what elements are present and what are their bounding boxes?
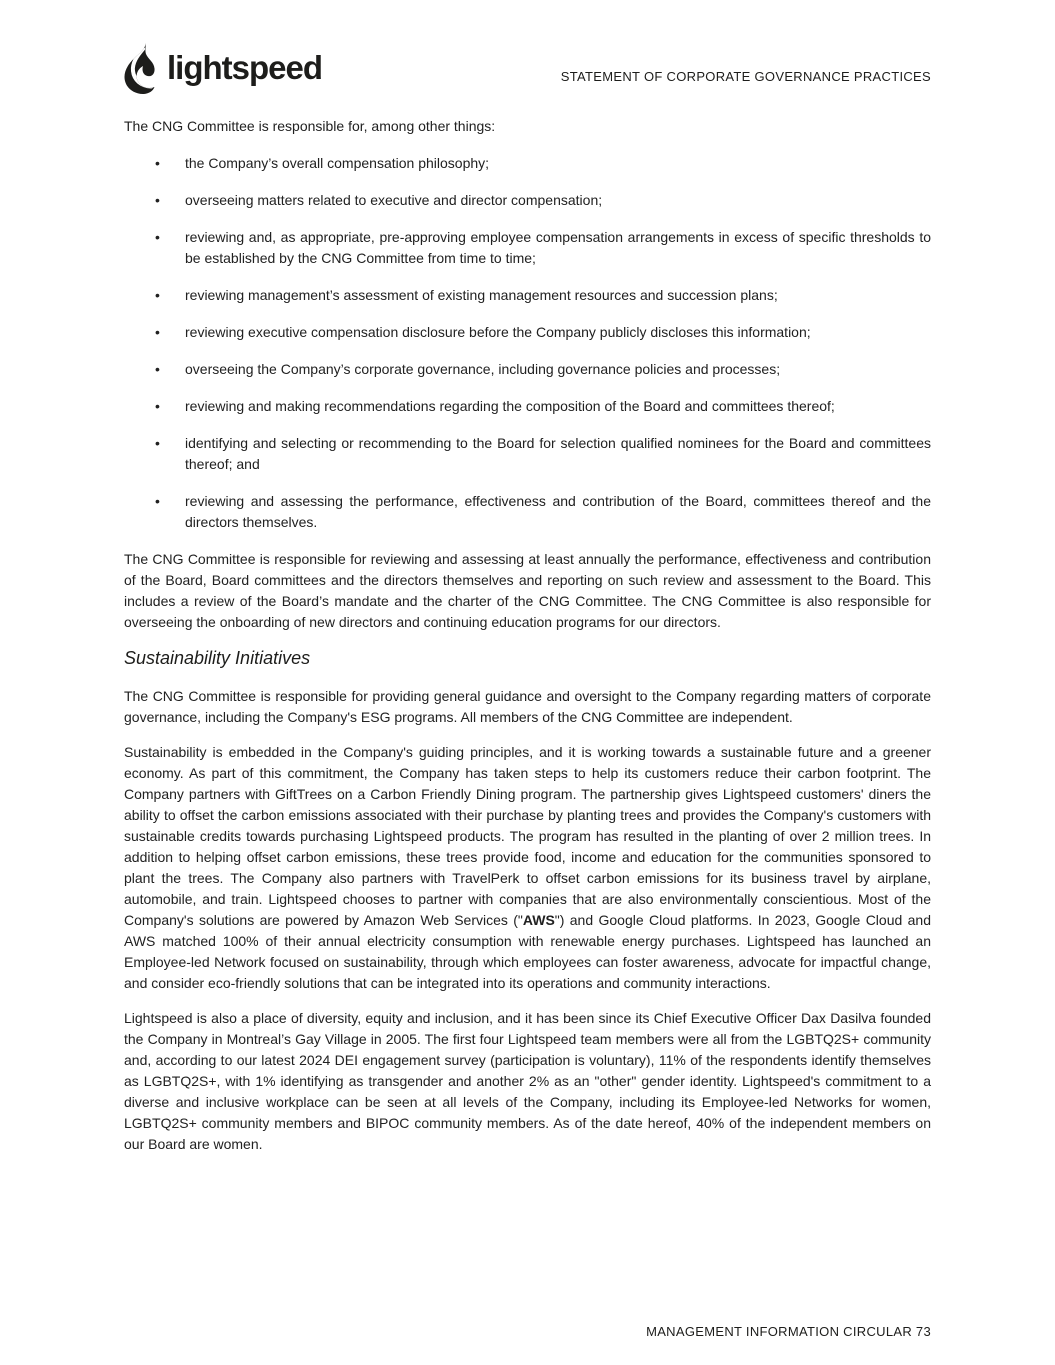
list-item: • the Company’s overall compensation philosophy; (124, 153, 931, 174)
logo-wordmark: lightspeed (167, 48, 323, 86)
intro-paragraph: The CNG Committee is responsible for, among other things: (124, 118, 496, 134)
list-item: • overseeing matters related to executive and director compensation; (124, 190, 931, 211)
list-item: • reviewing and assessing the performance, effectiveness and contribution of the Board, committees thereof and the directors themselves. (124, 491, 931, 533)
lightspeed-logo (118, 42, 322, 96)
section-heading-sustainability-initiatives: Sustainability Initiatives (124, 648, 311, 668)
responsibilities-list (124, 153, 931, 533)
diversity-paragraph: Lightspeed is also a place of diversity, equity and inclusion, and it has been since its Chief Executive Officer Dax Dasilva founded the Company in Montreal’s Gay Village in 2005. The first four Lightspeed team members were all from the LGBTQ2S+ community and, according to our latest 2024 DEI engagement survey (participation is voluntary), 11% of the respondents identify themselves as LGBTQ2S+, with 1% identifying as transgender and another 2% as an "other" gender identity. Lightspeed's commitment to a diverse and inclusive workplace can be seen at all levels of the Company, including its Employee-led Networks for women, LGBTQ2S+ community members and BIPOC community members. As of the date hereof, 40% of the independent members on our Board are women. (124, 1010, 931, 1152)
list-item: • reviewing and making recommendations regarding the composition of the Board and committees thereof; (124, 396, 931, 417)
document-body (124, 116, 931, 1169)
sustainability-text-part2: ") and Google Cloud platforms. In 2023, Google Cloud and AWS matched 100% of their annual electricity consumption with renewable energy purchases. Lightspeed has launched an Employee-led Network focused on sustainability, through which employees can foster awareness, advocate for impactful change, and consider eco-friendly solutions that can be integrated into its operations and community interactions. (124, 912, 931, 991)
list-item: • identifying and selecting or recommending to the Board for selection qualified nominees for the Board and committees thereof; and (124, 433, 931, 475)
aws-bold-term: AWS (522, 912, 555, 928)
lightspeed-flame-icon (118, 42, 158, 96)
review-paragraph: The CNG Committee is responsible for reviewing and assessing at least annually the performance, effectiveness and contribution of the Board, Board committees and the directors themselves and reporting on such review and assessment to the Board. This includes a review of the Board’s mandate and the charter of the CNG Committee. The CNG Committee is also responsible for overseeing the onboarding of new directors and continuing education programs for our directors. (124, 551, 931, 630)
list-item: • reviewing executive compensation disclosure before the Company publicly discloses this information; (124, 322, 931, 343)
page-footer: MANAGEMENT INFORMATION CIRCULAR 73 (646, 1324, 931, 1339)
document-title: STATEMENT OF CORPORATE GOVERNANCE PRACTICES (560, 68, 931, 84)
guidance-paragraph: The CNG Committee is responsible for providing general guidance and oversight to the Company regarding matters of corporate governance, including the Company's ESG programs. All members of the CNG Committee are independent. (124, 688, 931, 725)
sustainability-paragraph (124, 742, 931, 994)
list-item: • reviewing and, as appropriate, pre-approving employee compensation arrangements in excess of specific thresholds to be established by the CNG Committee from time to time; (124, 227, 931, 269)
list-item: • overseeing the Company’s corporate governance, including governance policies and processes; (124, 359, 931, 380)
list-item: • reviewing management’s assessment of existing management resources and succession plans; (124, 285, 931, 306)
sustainability-text-part1: Sustainability is embedded in the Company's guiding principles, and it is working towards a sustainable future and a greener economy. As part of this commitment, the Company has taken steps to help its customers reduce their carbon footprint. The Company partners with GiftTrees on a Carbon Friendly Dining program. The partnership gives Lightspeed customers' diners the ability to offset the carbon emissions associated with their purchase by planting trees and provides the Company's customers with sustainable credits towards purchasing Lightspeed products. The program has resulted in the planting of over 2 million trees. In addition to helping offset carbon emissions, these trees provide food, income and education for the communities sponsored to plant the trees. The Company also partners with TravelPerk to offset carbon emissions for its business travel by airplane, automobile, and train. Lightspeed chooses to partner with companies that are also environmentally conscientious. Most of the Company's solutions are powered by Amazon Web Services (" (124, 744, 931, 928)
page-header (118, 40, 931, 98)
